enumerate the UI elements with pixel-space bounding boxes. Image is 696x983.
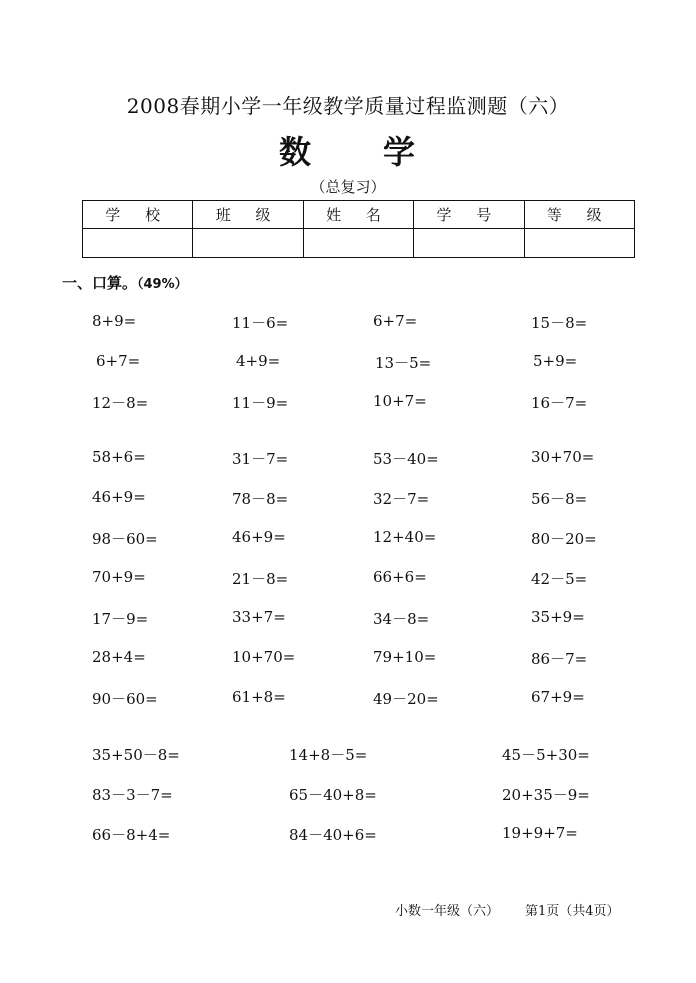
problem: 31－7=: [232, 450, 289, 468]
exam-title: 2008春期小学一年级教学质量过程监测题（六）: [126, 94, 570, 118]
problem: 42－5=: [531, 570, 588, 588]
problem: 35+50－8=: [92, 746, 180, 764]
info-value-row: [83, 229, 635, 258]
problem: 12+40=: [373, 528, 437, 546]
problem: 58+6=: [92, 448, 146, 466]
problem: 5+9=: [533, 352, 578, 370]
problem: 79+10=: [373, 648, 437, 666]
info-header-class: 班 级: [193, 201, 303, 229]
info-header-id: 学 号: [414, 201, 524, 229]
problem: 34－8=: [373, 610, 430, 628]
problem: 8+9=: [92, 312, 137, 330]
info-header-name: 姓 名: [303, 201, 413, 229]
problem: 67+9=: [531, 688, 585, 706]
problem: 45－5+30=: [502, 746, 590, 764]
problem: 86－7=: [531, 650, 588, 668]
problem: 4+9=: [236, 352, 281, 370]
info-header-school: 学 校: [83, 201, 193, 229]
problem: 13－5=: [375, 354, 432, 372]
problem: 16－7=: [531, 394, 588, 412]
section-score: （49%）: [137, 277, 188, 292]
problem: 21－8=: [232, 570, 289, 588]
problem: 33+7=: [232, 608, 286, 626]
subject-char-1: 数: [278, 133, 313, 171]
problem: 12－8=: [92, 394, 149, 412]
problem: 19+9+7=: [502, 824, 578, 842]
page-footer: [395, 900, 620, 919]
problem: 66+6=: [373, 568, 427, 586]
problem: 84－40+6=: [289, 826, 377, 844]
problem: 46+9=: [92, 488, 146, 506]
problem: 35+9=: [531, 608, 585, 626]
exam-subtitle: （总复习）: [310, 178, 386, 196]
info-school-field[interactable]: [83, 229, 193, 258]
subject-heading: [0, 127, 696, 173]
problem: 14+8－5=: [289, 746, 368, 764]
subject-char-2: 学: [383, 133, 418, 171]
problem: 11－9=: [232, 394, 289, 412]
section-label: 一、口算。: [62, 274, 138, 292]
info-name-field[interactable]: [303, 229, 413, 258]
problem: 98－60=: [92, 530, 158, 548]
problem: 30+70=: [531, 448, 595, 466]
info-class-field[interactable]: [193, 229, 303, 258]
problem: 28+4=: [92, 648, 146, 666]
problem: 17－9=: [92, 610, 149, 628]
problem: 11－6=: [232, 314, 289, 332]
problem: 90－60=: [92, 690, 158, 708]
problem: 6+7=: [373, 312, 418, 330]
info-id-field[interactable]: [414, 229, 524, 258]
problem: 46+9=: [232, 528, 286, 546]
problem: 61+8=: [232, 688, 286, 706]
problem: 66－8+4=: [92, 826, 171, 844]
problem: 10+7=: [373, 392, 427, 410]
problem: 56－8=: [531, 490, 588, 508]
problem: 70+9=: [92, 568, 146, 586]
info-grade-field[interactable]: [524, 229, 634, 258]
problem: 80－20=: [531, 530, 597, 548]
problem: 20+35－9=: [502, 786, 590, 804]
problem: 53－40=: [373, 450, 439, 468]
footer-page-number: 第1页（共4页）: [525, 904, 620, 919]
info-header-row: [83, 201, 635, 229]
section-heading: [62, 272, 188, 293]
problem: 83－3－7=: [92, 786, 173, 804]
problem: 15－8=: [531, 314, 588, 332]
student-info-table: [82, 200, 635, 258]
info-header-grade: 等 级: [524, 201, 634, 229]
problem: 49－20=: [373, 690, 439, 708]
footer-doc-label: 小数一年级（六）: [395, 904, 500, 919]
problem: 10+70=: [232, 648, 296, 666]
problem: 32－7=: [373, 490, 430, 508]
problem: 65－40+8=: [289, 786, 377, 804]
problem: 6+7=: [96, 352, 141, 370]
problem: 78－8=: [232, 490, 289, 508]
